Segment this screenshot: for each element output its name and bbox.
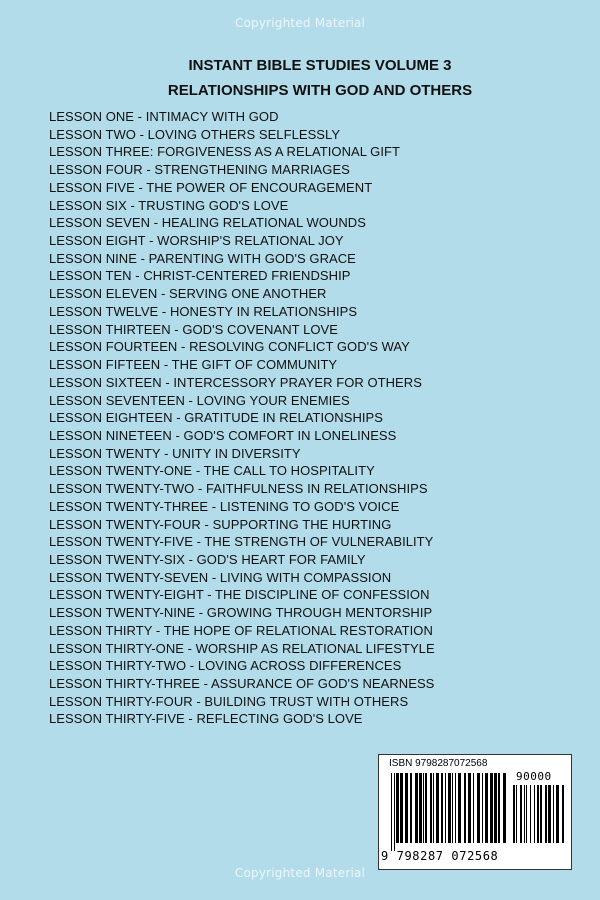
- lesson-item: LESSON SEVENTEEN - LOVING YOUR ENEMIES: [49, 392, 350, 408]
- lesson-item: LESSON TWENTY-TWO - FAITHFULNESS IN RELATIONSHIPS: [49, 481, 428, 497]
- lesson-item: LESSON TWENTY-EIGHT - THE DISCIPLINE OF CONFESSION: [49, 587, 430, 603]
- lesson-item: LESSON TWENTY-NINE - GROWING THROUGH MENTORSHIP: [49, 605, 433, 621]
- lesson-item: LESSON SIX - TRUSTING GOD'S LOVE: [49, 197, 289, 213]
- lesson-item: LESSON ONE - INTIMACY WITH GOD: [49, 109, 279, 124]
- lesson-item: LESSON TWENTY-THREE - LISTENING TO GOD'S VOICE: [49, 498, 400, 514]
- barcode-bar: [520, 785, 522, 843]
- lesson-item: LESSON SIXTEEN - INTERCESSORY PRAYER FOR OTHERS: [49, 374, 422, 390]
- lesson-item: LESSON THIRTY-ONE - WORSHIP AS RELATIONAL LIFESTYLE: [49, 640, 435, 656]
- lesson-item: LESSON SEVEN - HEALING RELATIONAL WOUNDS: [49, 215, 366, 231]
- barcode-bar: [400, 773, 403, 843]
- barcode-bar: [452, 773, 453, 843]
- barcode-bar: [458, 773, 461, 843]
- lesson-item: LESSON TWENTY-ONE - THE CALL TO HOSPITALITY: [49, 463, 375, 479]
- barcode-bar: [513, 785, 515, 843]
- barcode-bar: [516, 785, 517, 843]
- lesson-item: LESSON NINETEEN - GOD'S COMFORT IN LONELINESS: [49, 427, 397, 443]
- barcode-bar: [415, 773, 418, 843]
- lesson-item: LESSON TWELVE - HONESTY IN RELATIONSHIPS: [49, 303, 358, 319]
- barcode-bar: [433, 773, 434, 843]
- barcode-bar: [553, 785, 554, 843]
- lesson-item: LESSON EIGHTEEN - GRATITUDE IN RELATIONSHIPS: [49, 410, 383, 426]
- barcode-bar: [436, 773, 439, 843]
- barcode-bar: [423, 773, 424, 843]
- lesson-item: LESSON THIRTY-FIVE - REFLECTING GOD'S LOVE: [49, 711, 363, 727]
- lesson-item: LESSON FIFTEEN - THE GIFT OF COMMUNITY: [49, 357, 338, 373]
- barcode-bar: [540, 785, 542, 843]
- barcode-bar: [482, 773, 483, 843]
- lesson-item: LESSON ELEVEN - SERVING ONE ANOTHER: [49, 286, 327, 302]
- barcode-bar: [473, 773, 474, 843]
- barcode-bar: [556, 785, 559, 843]
- barcode-bar: [498, 773, 500, 843]
- barcode-bar: [548, 785, 551, 843]
- barcode-bar: [534, 785, 535, 843]
- barcode-bar: [445, 773, 446, 843]
- copyright-watermark-bottom: Copyrighted Material: [234, 866, 366, 880]
- barcode-bar: [503, 773, 506, 843]
- isbn-barcode-box: [378, 754, 572, 870]
- lesson-item: LESSON THIRTY-FOUR - BUILDING TRUST WITH OTHERS: [49, 693, 409, 709]
- barcode-bar: [419, 773, 422, 843]
- barcode-bar: [405, 773, 408, 843]
- barcode-bar: [524, 785, 525, 843]
- barcode-bar: [530, 785, 531, 843]
- barcode-bar: [425, 773, 427, 843]
- copyright-watermark-top: Copyrighted Material: [234, 16, 366, 30]
- barcode-bar: [448, 773, 451, 843]
- addon-barcode: [513, 785, 567, 851]
- barcode-bar: [494, 773, 497, 843]
- barcode-bar: [477, 773, 480, 843]
- lesson-item: LESSON THIRTY-THREE - ASSURANCE OF GOD'S NEARNESS: [49, 676, 435, 691]
- barcode-bar: [464, 773, 466, 843]
- lesson-item: LESSON TWO - LOVING OTHERS SELFLESSLY: [49, 126, 341, 142]
- barcode-bar: [391, 773, 392, 851]
- lesson-item: LESSON FIVE - THE POWER OF ENCOURAGEMENT: [49, 179, 373, 195]
- price-code: 90000: [516, 770, 552, 783]
- lesson-item: LESSON TWENTY-FIVE - THE STRENGTH OF VULNERABILITY: [49, 534, 434, 550]
- lesson-item: LESSON THIRTEEN - GOD'S COVENANT LOVE: [49, 321, 338, 337]
- ean-digits: 9 798287 072568: [381, 849, 499, 863]
- lesson-item: LESSON TWENTY-SEVEN - LIVING WITH COMPASSION: [49, 569, 392, 585]
- barcode-bar: [394, 773, 395, 851]
- barcode-bar: [430, 773, 432, 843]
- lesson-item: LESSON FOURTEEN - RESOLVING CONFLICT GOD'S WAY: [49, 339, 410, 355]
- book-title-line2: RELATIONSHIPS WITH GOD AND OTHERS: [167, 82, 473, 99]
- lesson-item: LESSON THIRTY - THE HOPE OF RELATIONAL RESTORATION: [49, 622, 433, 638]
- barcode-bar: [396, 773, 399, 843]
- lesson-item: LESSON NINE - PARENTING WITH GOD'S GRACE: [49, 250, 356, 266]
- lesson-item: LESSON TWENTY-SIX - GOD'S HEART FOR FAMILY: [49, 551, 366, 567]
- ean-barcode: [391, 773, 509, 851]
- barcode-bar: [526, 785, 527, 843]
- barcode-bar: [455, 773, 456, 843]
- barcode-bar: [441, 773, 443, 843]
- barcode-bar: [562, 785, 564, 843]
- lesson-item: LESSON EIGHT - WORSHIP'S RELATIONAL JOY: [49, 233, 344, 249]
- barcode-bar: [545, 785, 547, 843]
- lesson-item: LESSON TWENTY - UNITY IN DIVERSITY: [49, 445, 301, 461]
- barcode-bar: [468, 773, 471, 843]
- lesson-item: LESSON THREE: FORGIVENESS AS A RELATIONAL GIFT: [49, 144, 400, 160]
- lesson-item: LESSON THIRTY-TWO - LOVING ACROSS DIFFERENCES: [49, 658, 402, 674]
- lesson-item: LESSON TWENTY-FOUR - SUPPORTING THE HURTING: [49, 516, 392, 532]
- barcode-bar: [490, 773, 493, 843]
- barcode-bar: [410, 773, 412, 843]
- lesson-item: LESSON TEN - CHRIST-CENTERED FRIENDSHIP: [49, 268, 351, 284]
- barcode-bar: [485, 773, 488, 843]
- lesson-item: LESSON FOUR - STRENGTHENING MARRIAGES: [49, 162, 350, 178]
- lesson-list: [49, 108, 435, 728]
- isbn-label: ISBN 9798287072568: [389, 758, 488, 769]
- barcode-bar: [537, 785, 539, 843]
- book-title-line1: INSTANT BIBLE STUDIES VOLUME 3: [188, 57, 452, 74]
